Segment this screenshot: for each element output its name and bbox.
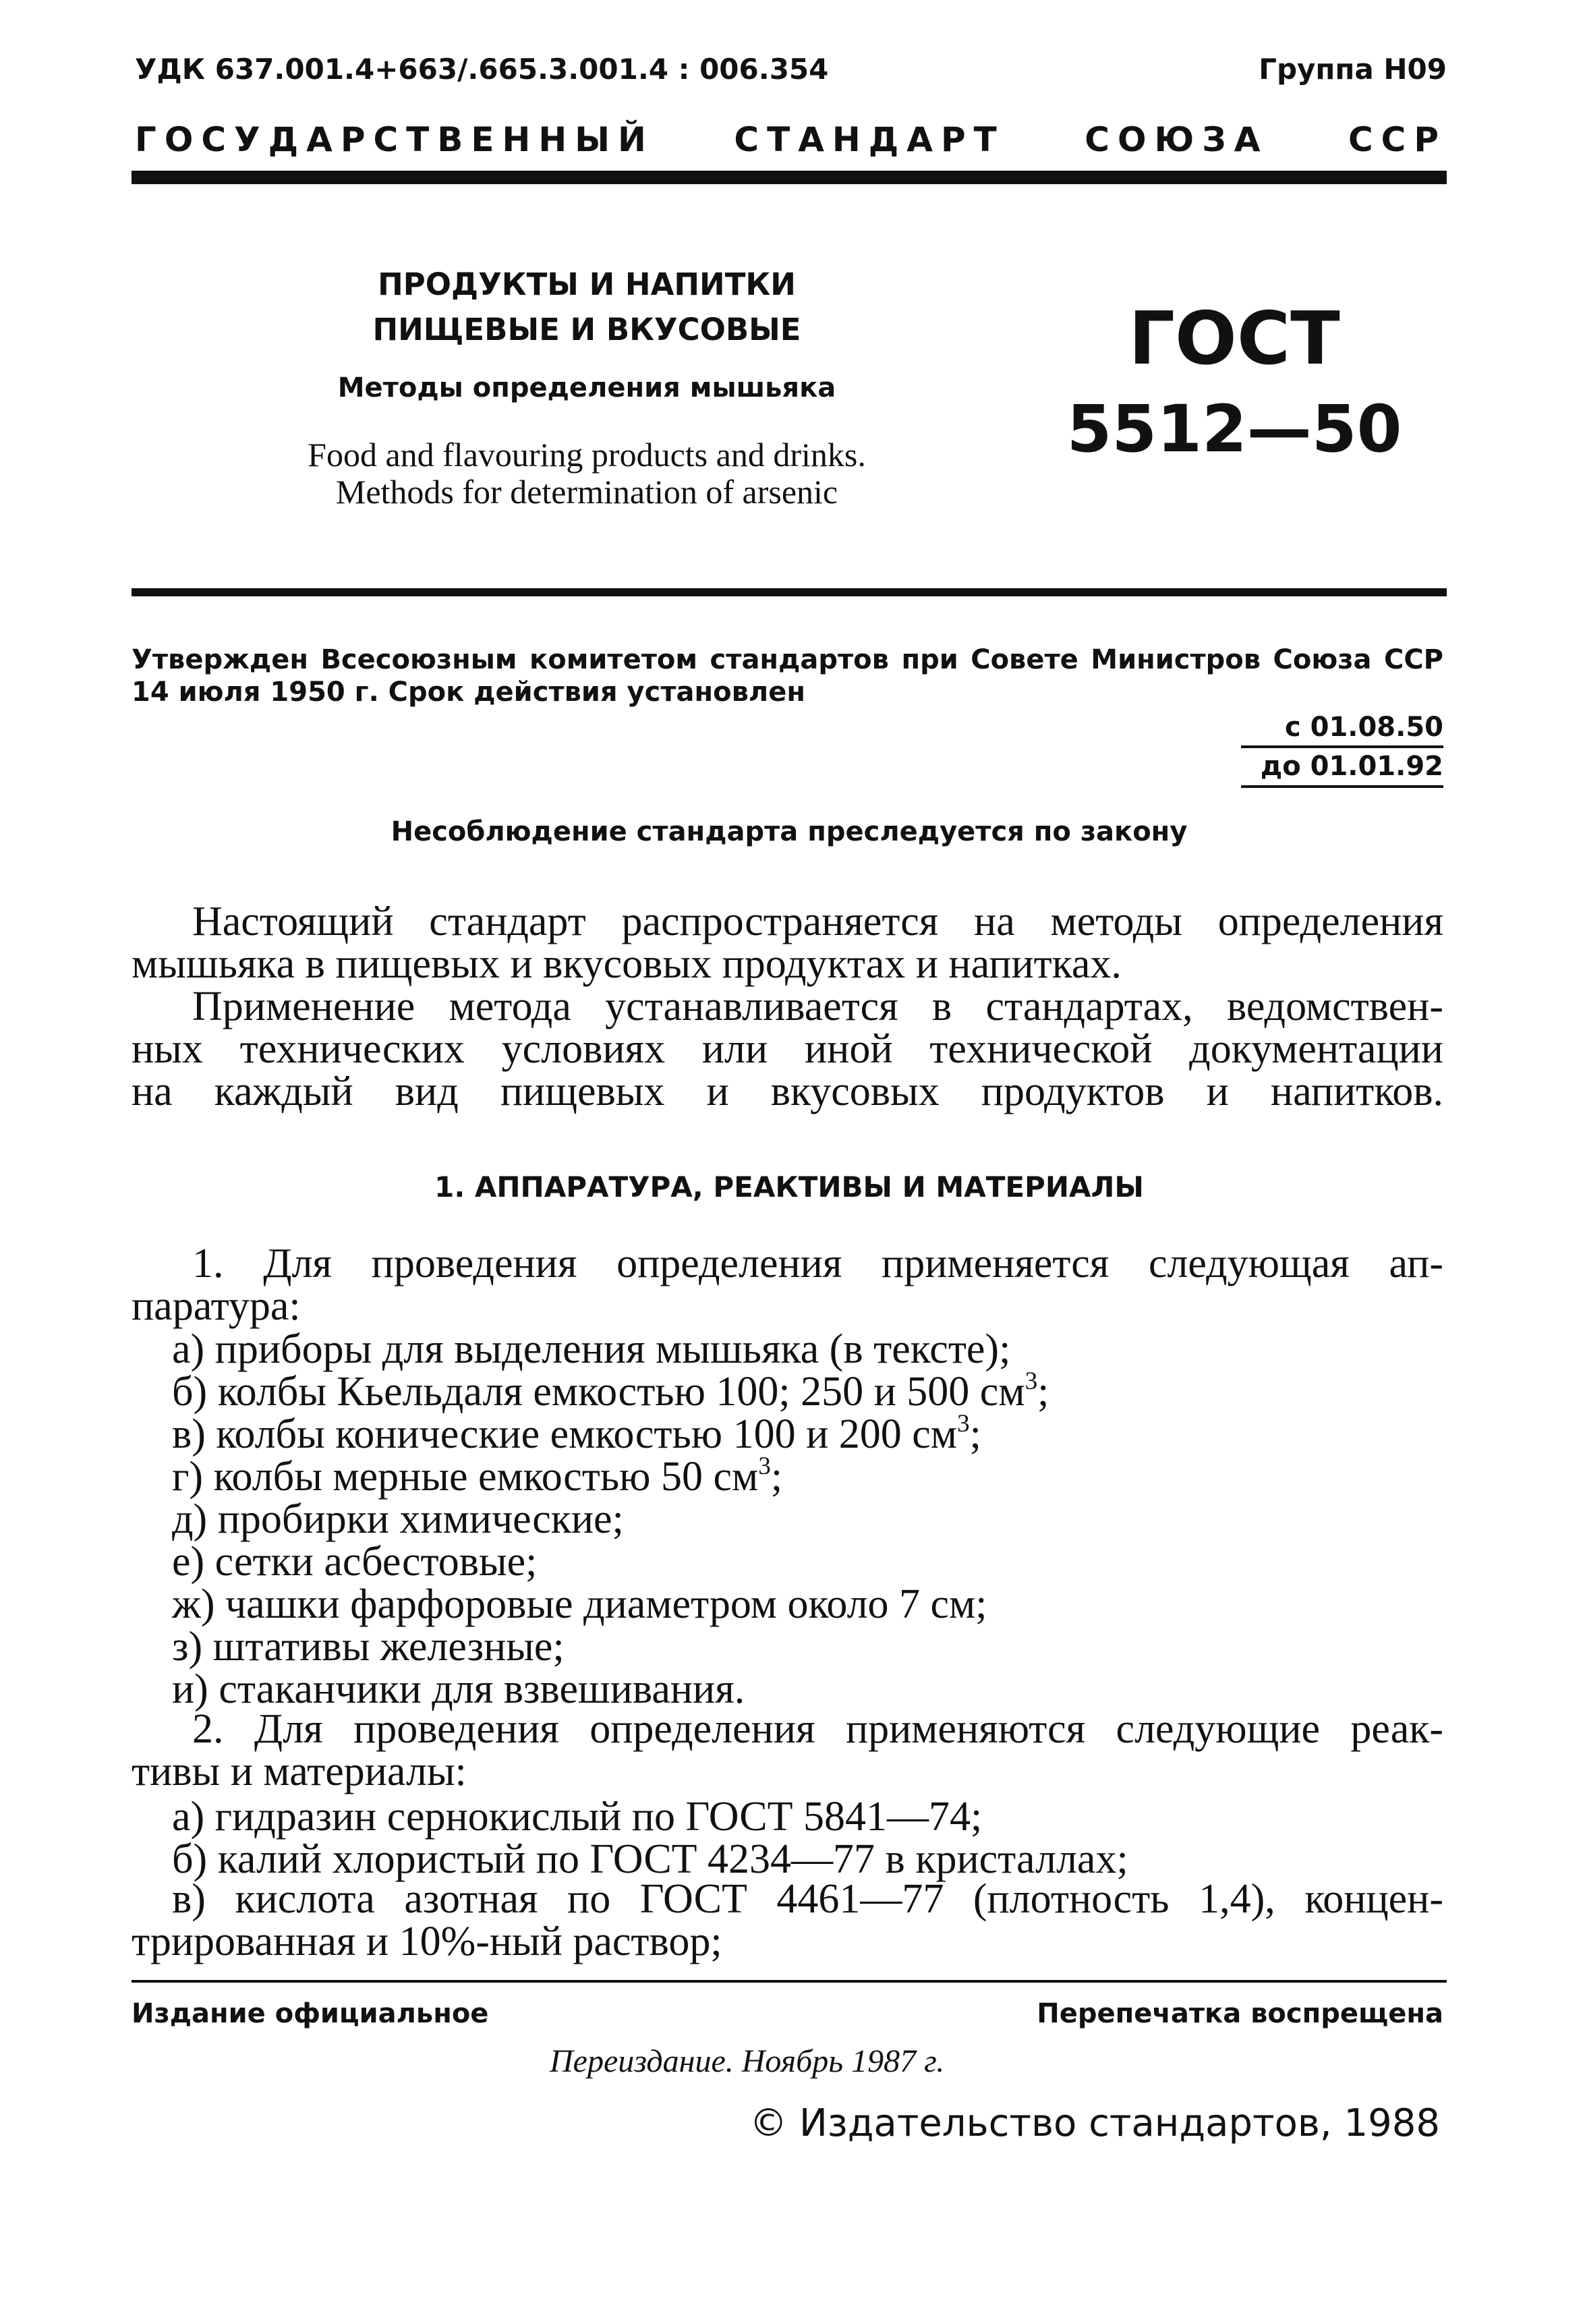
copyright: © Издательство стандартов, 1988 — [749, 2101, 1440, 2145]
apparatus-zh: ж) чашки фарфоровые диаметром около 7 см; — [172, 1581, 987, 1627]
title-line-2: ПИЩЕВЫЕ И ВКУСОВЫЕ — [372, 312, 801, 347]
reagent-v-cont: трированная и 10%-ный раствор; — [132, 1919, 722, 1964]
item2-line-1: 2. Для проведения определения применяются следующие реак- — [192, 1706, 1443, 1752]
item1-line-2: паратура: — [132, 1283, 301, 1329]
intro-p1-line-1: Настоящий стандарт распространяется на методы определения — [192, 899, 1443, 944]
footer-rule — [132, 1980, 1447, 1983]
section-heading: 1. АППАРАТУРА, РЕАКТИВЫ И МАТЕРИАЛЫ — [434, 1170, 1144, 1203]
validity-to: до 01.01.92 — [1260, 751, 1443, 782]
approval-line-2: 14 июля 1950 г. Срок действия установлен — [132, 677, 805, 708]
intro-p2-line-3: на каждый вид пищевых и вкусовых продуктов и напитков. — [132, 1069, 1443, 1114]
title-rule — [132, 588, 1447, 596]
validity-from: с 01.08.50 — [1284, 712, 1443, 743]
group-code: Группа Н09 — [1259, 53, 1447, 86]
item1-line-1: 1. Для проведения определения применяется следующая ап- — [192, 1241, 1443, 1286]
subtitle: Методы определения мышьяка — [337, 372, 836, 403]
gost-label: ГОСТ — [1128, 297, 1340, 381]
law-warning: Несоблюдение стандарта преследуется по закону — [391, 816, 1188, 847]
reagent-b: б) калий хлористый по ГОСТ 4234—77 в кристаллах; — [172, 1836, 1128, 1882]
approval-line-1: Утвержден Всесоюзным комитетом стандартов при Совете Министров Союза ССР — [132, 644, 1443, 675]
validity-rule-1 — [1241, 745, 1443, 748]
intro-p1-line-2: мышьяка в пищевых и вкусовых продуктах и напитках. — [132, 941, 1122, 987]
apparatus-g: г) колбы мерные емкостью 50 $см^3$; — [172, 1452, 783, 1500]
apparatus-v: в) колбы конические емкостью 100 и 200 $см^3$; — [172, 1409, 981, 1457]
english-title-1: Food and flavouring products and drinks. — [308, 436, 866, 474]
reissue-note: Переиздание. Ноябрь 1987 г. — [550, 2043, 945, 2079]
reagent-a: а) гидразин сернокислый по ГОСТ 5841—74; — [172, 1794, 983, 1840]
header-rule — [132, 171, 1447, 184]
official-edition: Издание официальное — [132, 1998, 489, 2029]
udk-code: УДК 637.001.4+663/.665.3.001.4 : 006.354 — [135, 53, 829, 86]
title-line-1: ПРОДУКТЫ И НАПИТКИ — [378, 266, 796, 302]
intro-p2-line-1: Применение метода устанавливается в стандартах, ведомствен- — [192, 984, 1443, 1029]
reprint-forbidden: Перепечатка воспрещена — [1037, 1998, 1443, 2029]
validity-rule-2 — [1241, 785, 1443, 788]
apparatus-a: а) приборы для выделения мышьяка (в тексте); — [172, 1326, 1011, 1372]
apparatus-e: е) сетки асбестовые; — [172, 1539, 538, 1585]
item2-line-2: тивы и материалы: — [132, 1749, 467, 1794]
apparatus-i: и) стаканчики для взвешивания. — [172, 1666, 745, 1712]
intro-p2-line-2: ных технических условиях или иной технической документации — [132, 1026, 1443, 1072]
english-title-2: Methods for determination of arsenic — [335, 473, 838, 511]
apparatus-z: з) штативы железные; — [172, 1624, 565, 1670]
apparatus-b: б) колбы Кьельдаля емкостью 100; 250 и 500 $см^3$; — [172, 1367, 1049, 1415]
apparatus-d: д) пробирки химические; — [172, 1496, 624, 1542]
reagent-v: в) кислота азотная по ГОСТ 4461—77 (плотность 1,4), концен- — [172, 1876, 1443, 1922]
state-standard-banner: ГОСУДАРСТВЕННЫЙ СТАНДАРТ СОЮЗА ССР — [135, 120, 1447, 159]
gost-number: 5512—50 — [1066, 391, 1402, 467]
